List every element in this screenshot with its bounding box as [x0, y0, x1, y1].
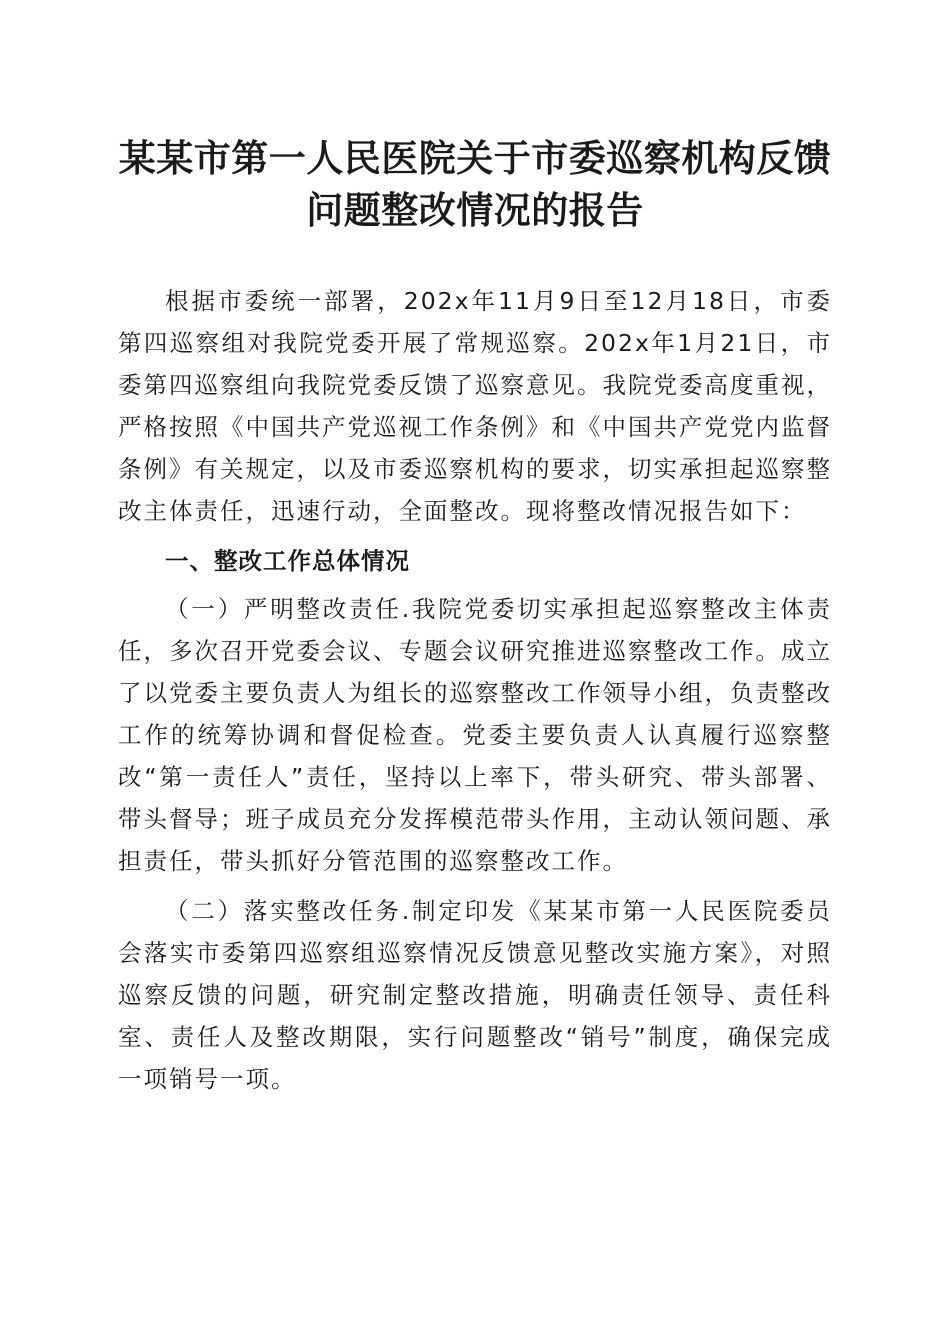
document-body	[118, 280, 832, 1108]
section-item-responsibility: （一）严明整改责任.我院党委切实承担起巡察整改主体责任，多次召开党委会议、专题会议研究推进巡察整改工作。成立了以党委主要负责人为组长的巡察整改工作领导小组，负责整改工作的统筹协调和督促检查。党委主要负责人认真履行巡察整改“第一责任人”责任，坚持以上率下，带头研究、带头部署、带头督导；班子成员充分发挥模范带头作用，主动认领问题、承担责任，带头抓好分管范围的巡察整改工作。	[118, 595, 832, 875]
section-item-tasks: （二）落实整改任务.制定印发《某某市第一人民医院委员会落实市委第四巡察组巡察情况反馈意见整改实施方案》，对照巡察反馈的问题，研究制定整改措施，明确责任领导、责任科室、责任人及整改期限，实行问题整改“销号”制度，确保完成一项销号一项。	[118, 897, 832, 1093]
document-title: 某某市第一人民医院关于市委巡察机构反馈问题整改情况的报告	[118, 136, 832, 232]
intro-paragraph: 根据市委统一部署，202x年11月9日至12月18日，市委第四巡察组对我院党委开展了常规巡察。202x年1月21日，市委第四巡察组向我院党委反馈了巡察意见。我院党委高度重视，严格按照《中国共产党巡视工作条例》和《中国共产党党内监督条例》有关规定，以及市委巡察机构的要求，切实承担起巡察整改主体责任，迅速行动，全面整改。现将整改情况报告如下：	[118, 287, 832, 525]
section-heading: 一、整改工作总体情况	[165, 547, 410, 575]
